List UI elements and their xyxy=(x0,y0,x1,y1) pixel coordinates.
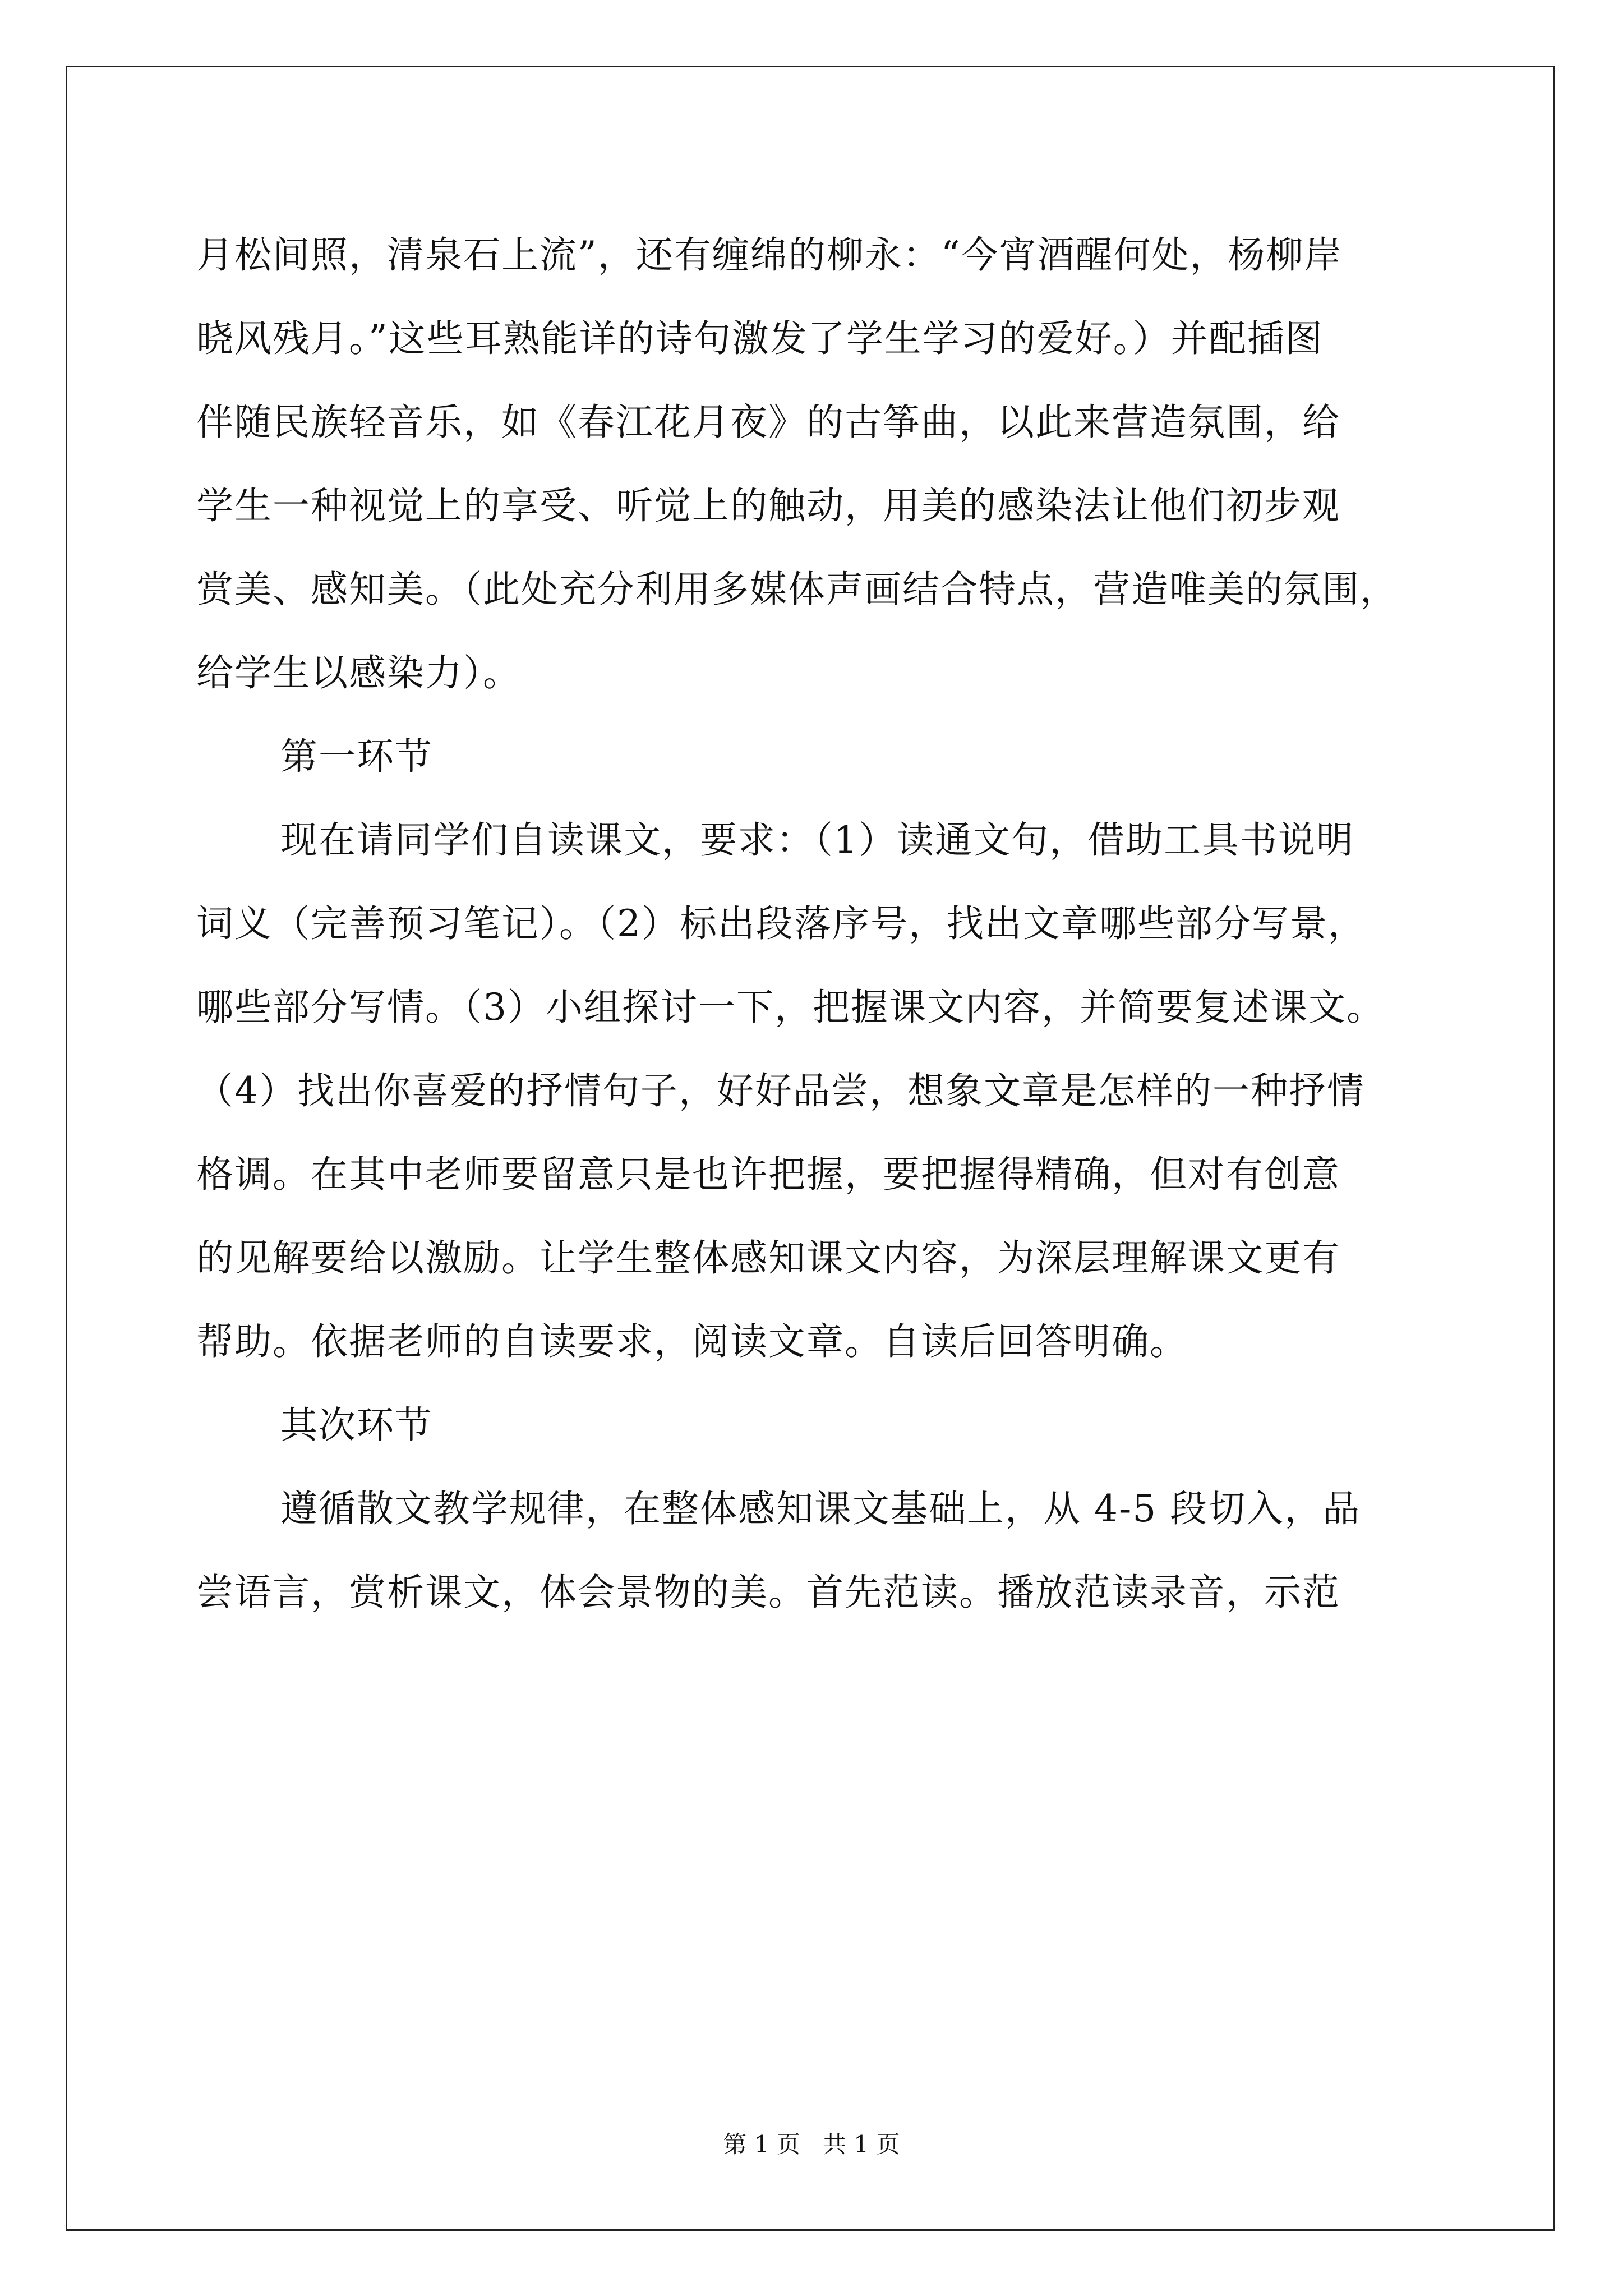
text-line: 的见解要给以激励。让学生整体感知课文内容，为深层理解课文更有 xyxy=(196,1236,1340,1280)
page-footer: 第 1 页 共 1 页 xyxy=(723,2131,900,2158)
text-line: 赏美、感知美。（此处充分利用多媒体声画结合特点，营造唯美的氛围， xyxy=(196,568,1398,611)
text-line: 伴随民族轻音乐，如《春江花月夜》的古筝曲，以此来营造氛围，给 xyxy=(196,401,1340,444)
text-line: （4）找出你喜爱的抒情句子，好好品尝，想象文章是怎样的一种抒情 xyxy=(196,1069,1365,1112)
text-line: 帮助。依据老师的自读要求，阅读文章。自读后回答明确。 xyxy=(196,1320,1188,1363)
text-line: 格调。在其中老师要留意只是也许把握，要把握得精确，但对有创意 xyxy=(196,1153,1340,1196)
text-line: 晓风残月。”这些耳熟能详的诗句激发了学生学习的爱好。）并配插图 xyxy=(196,317,1324,360)
text-line: 其次环节 xyxy=(280,1404,433,1447)
text-line: 现在请同学们自读课文，要求：（1）读通文句，借助工具书说明 xyxy=(280,818,1354,862)
text-line: 学生一种视觉上的享受、听觉上的触动，用美的感染法让他们初步观 xyxy=(196,484,1340,527)
text-line: 哪些部分写情。（3）小组探讨一下，把握课文内容，并简要复述课文。 xyxy=(196,986,1385,1029)
text-line: 尝语言，赏析课文，体会景物的美。首先范读。播放范读录音，示范 xyxy=(196,1571,1340,1614)
document-body xyxy=(196,213,1447,1634)
text-line: 词义（完善预习笔记）。（2）标出段落序号，找出文章哪些部分写景， xyxy=(196,902,1366,945)
text-line: 给学生以感染力）。 xyxy=(196,651,521,694)
text-line: 月松间照，清泉石上流”，还有缠绵的柳永：“今宵酒醒何处，杨柳岸 xyxy=(196,233,1343,277)
text-line: 第一环节 xyxy=(280,735,433,778)
text-line: 遵循散文教学规律，在整体感知课文基础上，从 4-5 段切入，品 xyxy=(280,1487,1361,1530)
